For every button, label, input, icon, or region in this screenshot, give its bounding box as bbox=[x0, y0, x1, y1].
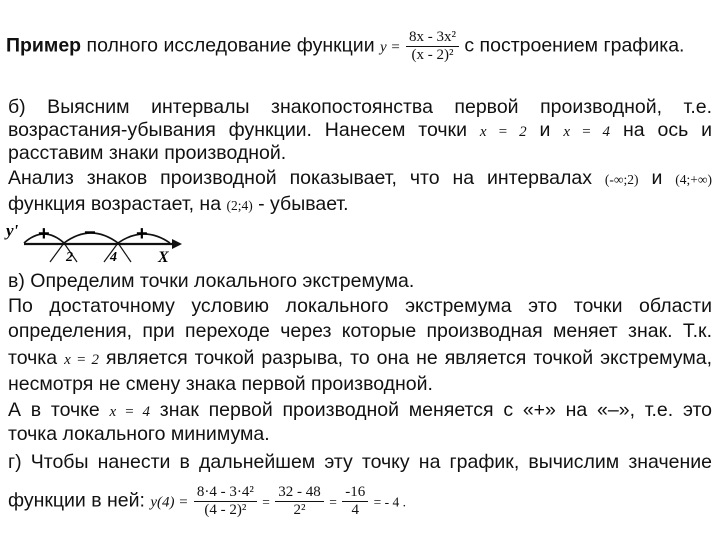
fraction-3-denominator: 4 bbox=[342, 501, 368, 519]
para-v-line6-text: А в точке bbox=[8, 399, 100, 421]
title-line bbox=[6, 29, 712, 64]
para-v-line2: По достаточному условию локального экстремума это точки области bbox=[8, 295, 712, 317]
equals-2: = bbox=[329, 494, 337, 510]
para-v-line4 bbox=[8, 347, 712, 371]
y-prime-label: y' bbox=[6, 222, 19, 240]
interval-3: (2;4) bbox=[226, 198, 253, 213]
para-v-line6-tail: знак первой производной меняется с «+» на «–», т.е. это bbox=[159, 399, 713, 421]
fraction-2 bbox=[275, 484, 324, 519]
para-b-line1: б) Выясним интервалы знакопостоянства первой производной, т.е. bbox=[8, 96, 712, 118]
title-tail: с построением графика. bbox=[464, 34, 685, 57]
equals-1: = bbox=[262, 494, 270, 510]
para-v-line3: определения, при переходе через которые производная меняет знак. Т.к. bbox=[8, 320, 712, 342]
fraction-3 bbox=[342, 484, 368, 519]
para-b-line4-text: Анализ знаков производной показывает, что на интервалах bbox=[8, 167, 592, 189]
para-v-line7: точка локального минимума. bbox=[8, 423, 270, 445]
arrow-left-1 bbox=[50, 243, 64, 262]
math-y4: y(4) = bbox=[150, 494, 189, 511]
result-value: = - 4 . bbox=[373, 494, 407, 510]
math-x2: x = 2 bbox=[479, 124, 527, 140]
para-v-line4-tail: является точкой разрыва, то она не является точкой экстремума, bbox=[106, 347, 712, 369]
para-g-line1: г) Чтобы нанести в дальнейшем эту точку на график, вычислим значение bbox=[8, 451, 712, 473]
para-b-line5-text: функция возрастает, на bbox=[8, 193, 222, 215]
fraction-1-numerator: 8·4 - 3·4² bbox=[196, 484, 254, 500]
para-b-line4 bbox=[8, 167, 712, 191]
sign-plus-1: + bbox=[38, 223, 50, 245]
para-v-line6 bbox=[8, 399, 712, 423]
title-text: полного исследование функции bbox=[81, 34, 381, 57]
interval-1: (-∞;2) bbox=[604, 172, 639, 187]
para-b-line3: расставим знаки производной. bbox=[8, 142, 287, 164]
para-v-line5: несмотря не смену знака первой производной. bbox=[8, 373, 433, 395]
para-g-line2 bbox=[8, 484, 712, 519]
function-denominator: (x - 2)² bbox=[406, 46, 459, 64]
para-b-line2 bbox=[8, 119, 712, 143]
fraction-2-denominator: 2² bbox=[275, 501, 324, 519]
sign-plus-2: + bbox=[136, 223, 148, 245]
fraction-3-numerator: -16 bbox=[345, 484, 366, 500]
point-2: 2 bbox=[66, 250, 73, 265]
function-numerator: 8x - 3x² bbox=[408, 29, 456, 45]
para-b-line5-tail: - убывает. bbox=[258, 193, 349, 215]
fraction-2-numerator: 32 - 48 bbox=[278, 484, 321, 500]
point-4: 4 bbox=[110, 250, 117, 265]
sign-minus: − bbox=[84, 222, 96, 244]
para-b-line5 bbox=[8, 193, 712, 217]
math-x4: x = 4 bbox=[563, 124, 611, 140]
para-v-line4-text: точка bbox=[8, 347, 58, 369]
function-lhs: y = bbox=[380, 39, 401, 56]
function-fraction bbox=[406, 29, 459, 64]
para-b-line2-text: возрастания-убывания функции. Нанесем точки bbox=[8, 119, 467, 141]
fraction-1-denominator: (4 - 2)² bbox=[194, 501, 257, 519]
math-x2-v: x = 2 bbox=[64, 352, 100, 368]
interval-2: (4;+∞) bbox=[675, 172, 713, 187]
math-x4-v: x = 4 bbox=[109, 404, 150, 420]
axis-arrow bbox=[172, 239, 182, 249]
x-axis-label: X bbox=[158, 249, 169, 266]
fraction-1 bbox=[194, 484, 257, 519]
para-g-line2-text: функции в ней: bbox=[8, 489, 145, 512]
arrow-right-2 bbox=[118, 243, 131, 262]
para-b-and-2: и bbox=[651, 167, 663, 189]
para-b-line2-tail: на ось и bbox=[622, 119, 713, 141]
para-v-line1: в) Определим точки локального экстремума. bbox=[8, 270, 415, 292]
para-b-and: и bbox=[539, 119, 551, 141]
title-bold: Пример bbox=[6, 34, 82, 57]
derivative-sign-diagram bbox=[4, 222, 184, 266]
